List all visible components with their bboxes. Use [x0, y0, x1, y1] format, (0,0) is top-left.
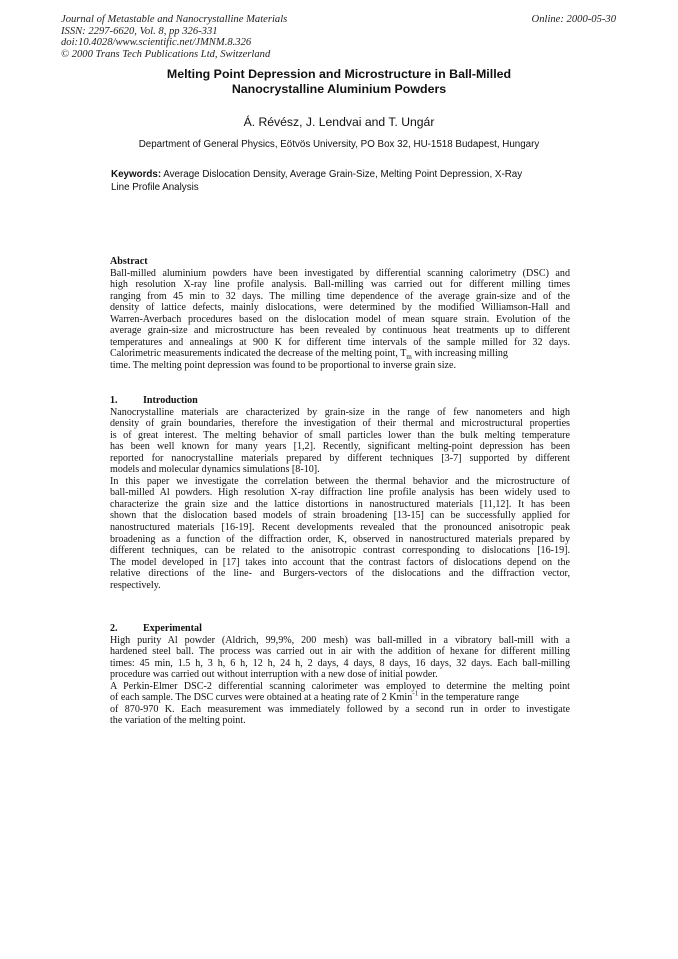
keywords-label: Keywords:: [111, 169, 162, 180]
journal-doi: doi:10.4028/www.scientific.net/JMNM.8.326: [61, 37, 252, 49]
exp-line: hardened steel ball. The process was carried out in air with the addition of hexane for different milling: [110, 646, 570, 658]
online-date: Online: 2000-05-30: [531, 14, 616, 25]
keywords-block: [111, 169, 571, 194]
abstract-line: temperatures and annealings at 900 K for different time intervals of the sample milled for 32 days.: [110, 336, 570, 348]
journal-issn: ISSN: 2297-6620, Vol. 8, pp 326-331: [61, 25, 218, 37]
abstract-section: [110, 256, 570, 371]
intro-line: nanostructured materials [16-19]. Recent developments revealed that the pronounced anisotropic peak: [110, 522, 570, 534]
rate-superscript: -1: [412, 689, 419, 698]
intro-line: In this paper we investigate the correlation between the thermal behavior and the microstructure of: [110, 475, 570, 487]
exp-line: A Perkin-Elmer DSC-2 differential scanning calorimeter was employed to determine the melting point: [110, 680, 570, 692]
abstract-tm-text: Calorimetric measurements indicated the decrease of the melting point, T: [110, 348, 407, 360]
introduction-section: [110, 395, 570, 591]
exp-line: procedure was carried out without interruption with a new dose of initial powder.: [110, 669, 438, 681]
keywords-text-2: Line Profile Analysis: [111, 181, 199, 193]
title-line-2: Nanocrystalline Aluminium Powders: [231, 82, 447, 96]
exp-line-rate: [110, 689, 570, 704]
introduction-title: Introduction: [143, 395, 198, 406]
abstract-heading: Abstract: [110, 256, 148, 267]
intro-line: broadening as a function of the diffraction order, K, observed in nanostructured materials prepared by: [110, 533, 570, 545]
intro-line: Nanocrystalline materials are characterized by grain-size in the range of few nanometers and high: [110, 406, 570, 418]
abstract-line: Warren-Averbach procedures based on the dislocation model of mean square strain. Evolution of the: [110, 313, 570, 325]
exp-rate-rest: in the temperature range: [418, 692, 519, 704]
intro-line: density of grain boundaries, therefore the investigation of their thermal and microstructural properties: [110, 418, 570, 430]
introduction-number: 1.: [110, 395, 118, 406]
exp-rate-text: of each sample. The DSC curves were obtained at a heating rate of 2 Kmin: [110, 692, 413, 704]
paper-authors: Á. Révész, J. Lendvai and T. Ungár: [243, 115, 435, 129]
exp-line: of 870-970 K. Each measurement was immediately followed by a second run in order to investigate: [110, 703, 570, 715]
journal-name: Journal of Metastable and Nanocrystalline Materials: [61, 14, 288, 25]
intro-line: models and molecular dynamics simulations [8-10].: [110, 464, 320, 476]
intro-line: relative directions of the line- and Burgers-vectors of the dislocations and the diffraction vector,: [110, 568, 570, 580]
tm-subscript: m: [406, 353, 412, 362]
abstract-line: density of lattice defects, mainly dislocations, were determined by the modified Williamson-Hall and: [110, 302, 570, 314]
paper-affiliation: Department of General Physics, Eötvös University, PO Box 32, HU-1518 Budapest, Hungary: [138, 139, 540, 150]
experimental-section: [110, 623, 570, 727]
intro-line: ball-milled Al powders. High resolution X-ray diffraction line profile analysis has been widely used to: [110, 487, 570, 499]
intro-line: reported for nanocrystalline materials prepared by different techniques [3-7] supported by different: [110, 452, 570, 464]
abstract-line: ranging from 45 min to 32 days. The milling time dependence of the average grain-size and of the: [110, 290, 570, 302]
experimental-heading: [110, 623, 570, 635]
intro-line: shown that the dislocation based models of strain broadening [13-15] can be successfully applied for: [110, 510, 570, 522]
abstract-line: Ball-milled aluminium powders have been investigated by differential scanning calorimetry (DSC) and: [110, 267, 570, 279]
keywords-text-1: Average Dislocation Density, Average Grain-Size, Melting Point Depression, X-Ray: [163, 169, 523, 180]
exp-line: the variation of the melting point.: [110, 715, 246, 727]
intro-line: is of great interest. The melting behavior of small particles lower than the bulk melting temperature: [110, 429, 570, 441]
journal-copyright: © 2000 Trans Tech Publications Ltd, Switzerland: [61, 48, 271, 60]
abstract-line: time. The melting point depression was found to be proportional to inverse grain size.: [110, 359, 457, 371]
keywords-line-1: [111, 169, 571, 182]
intro-line: respectively.: [110, 579, 161, 591]
abstract-line-tm: [110, 348, 570, 360]
exp-line: times: 45 min, 1.5 h, 3 h, 6 h, 12 h, 24 h, 2 days, 4 days, 8 days, 16 days, 32 days. Each ball-milling: [110, 657, 570, 669]
title-line-1: Melting Point Depression and Microstructure in Ball-Milled: [166, 67, 512, 81]
experimental-title: Experimental: [143, 623, 202, 634]
abstract-line: average grain-size and microstructure has been revealed by continuous heat treatments up to different: [110, 325, 570, 337]
intro-line: The model developed in [17] takes into account that the contrast factors of dislocations depend on the: [110, 556, 570, 568]
abstract-line: high resolution X-ray line profile analysis. Ball-milling was carried out for different milling times: [110, 279, 570, 291]
intro-line: different techniques, can be related to the anisotropic contrast corresponding to dislocations [16-19].: [110, 545, 570, 557]
paper-title: [60, 67, 618, 97]
experimental-number: 2.: [110, 623, 118, 634]
intro-line: characterize the grain size and the lattice distortions in nanostructured materials [11,12]. It has been: [110, 498, 570, 510]
introduction-heading: [110, 395, 570, 407]
intro-line: has been well known for many years [1,2]. Recently, significant melting-point depression has been: [110, 441, 570, 453]
exp-line: High purity Al powder (Aldrich, 99,9%, 200 mesh) was ball-milled in a vibratory ball-mill with a: [110, 634, 570, 646]
abstract-tm-rest: with increasing milling: [411, 348, 508, 360]
